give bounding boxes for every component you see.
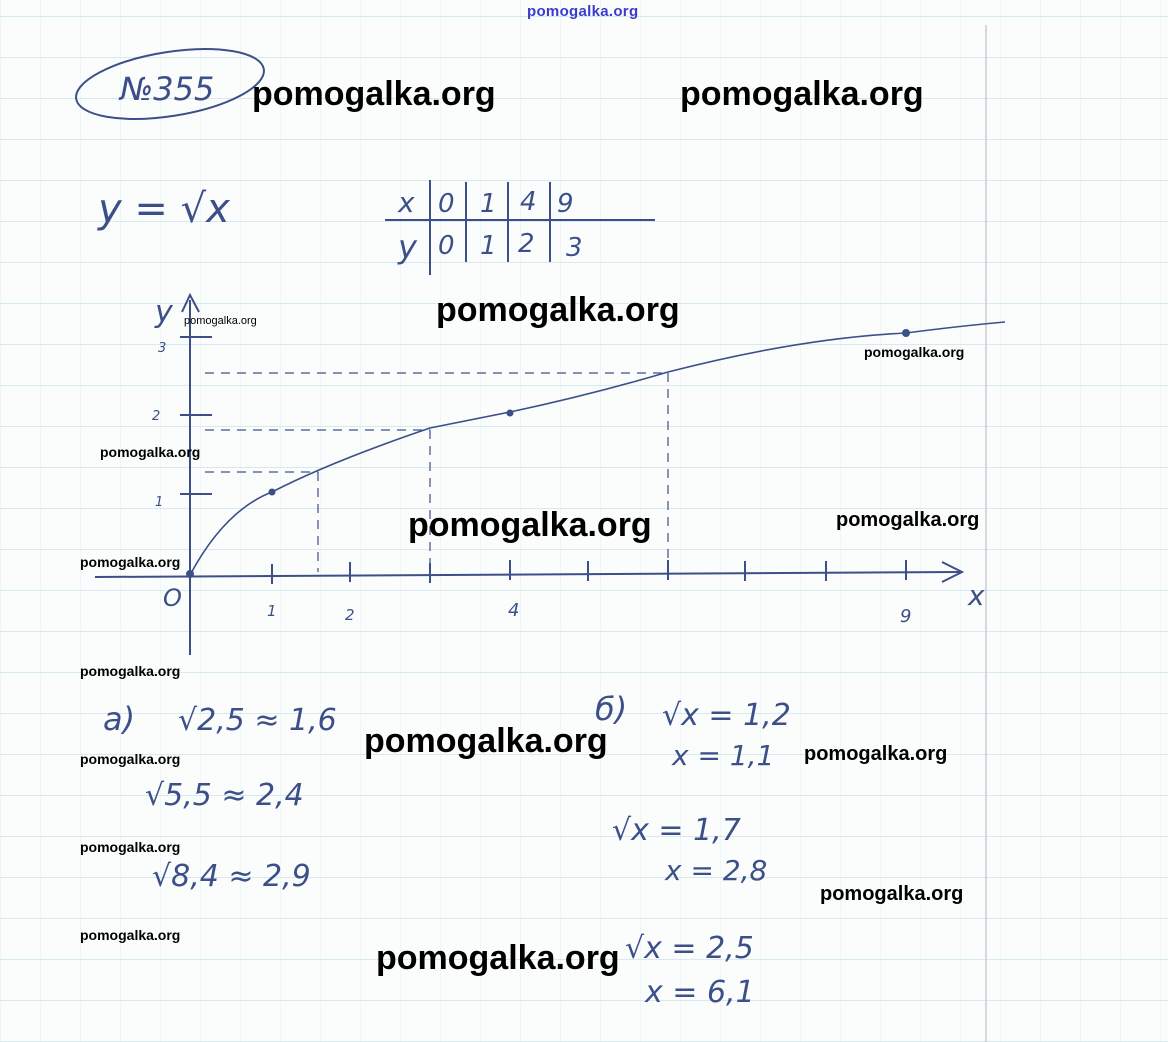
watermark: pomogalka.org — [184, 315, 257, 327]
x-tick-label-9: 9 — [900, 606, 912, 627]
problem-number: №355 — [120, 70, 215, 108]
watermark: pomogalka.org — [680, 75, 924, 113]
function-formula: y = √x — [98, 186, 230, 232]
part-a-line-1: √2,5 ≈ 1,6 — [178, 703, 337, 738]
part-a-line-3: √8,4 ≈ 2,9 — [152, 859, 311, 894]
origin-label: O — [163, 584, 182, 612]
table-y-2: 2 — [518, 229, 535, 259]
y-axis-ticks — [180, 337, 212, 494]
part-b-line-1: √x = 1,2 — [662, 698, 791, 733]
watermark: pomogalka.org — [80, 927, 181, 943]
x-tick-label-2: 2 — [345, 606, 355, 624]
watermark: pomogalka.org — [100, 444, 201, 460]
part-b-line-5: √x = 2,5 — [625, 931, 754, 966]
y-tick-label-1: 1 — [155, 495, 164, 510]
table-x-0: 0 — [438, 189, 455, 219]
table-x-1: 1 — [480, 189, 497, 219]
x-tick-label-4: 4 — [508, 600, 520, 621]
y-axis-label: y — [155, 295, 173, 330]
watermark: pomogalka.org — [408, 506, 652, 544]
x-tick-label-1: 1 — [267, 602, 277, 620]
y-tick-label-3: 3 — [158, 341, 167, 356]
watermark: pomogalka.org — [252, 75, 496, 113]
part-b-label: б) — [595, 690, 628, 728]
site-header-link[interactable]: pomogalka.org — [527, 3, 639, 20]
table-x-9: 9 — [557, 189, 574, 219]
table-y-1: 1 — [480, 231, 497, 261]
watermark: pomogalka.org — [436, 291, 680, 329]
watermark: pomogalka.org — [376, 939, 620, 977]
watermark: pomogalka.org — [80, 751, 181, 767]
table-y-3: 3 — [566, 233, 583, 263]
watermark: pomogalka.org — [804, 743, 948, 765]
part-b-line-6: x = 6,1 — [645, 975, 755, 1010]
part-b-line-2: x = 1,1 — [672, 739, 775, 772]
table-x-label: x — [398, 186, 415, 219]
part-b-line-3: √x = 1,7 — [612, 813, 741, 848]
y-tick-label-2: 2 — [152, 409, 161, 424]
part-b-line-4: x = 2,8 — [665, 854, 768, 887]
x-axis-label: x — [968, 579, 985, 612]
watermark: pomogalka.org — [820, 883, 964, 905]
part-a-label: а) — [103, 700, 136, 738]
x-axis — [95, 572, 960, 577]
watermark: pomogalka.org — [364, 722, 608, 760]
watermark: pomogalka.org — [836, 509, 980, 531]
watermark: pomogalka.org — [80, 839, 181, 855]
part-a-line-2: √5,5 ≈ 2,4 — [145, 778, 304, 813]
watermark: pomogalka.org — [80, 554, 181, 570]
table-y-label: y — [398, 228, 417, 266]
table-x-4: 4 — [520, 187, 537, 217]
watermark: pomogalka.org — [864, 344, 965, 360]
watermark: pomogalka.org — [80, 663, 181, 679]
table-y-0: 0 — [438, 231, 455, 261]
